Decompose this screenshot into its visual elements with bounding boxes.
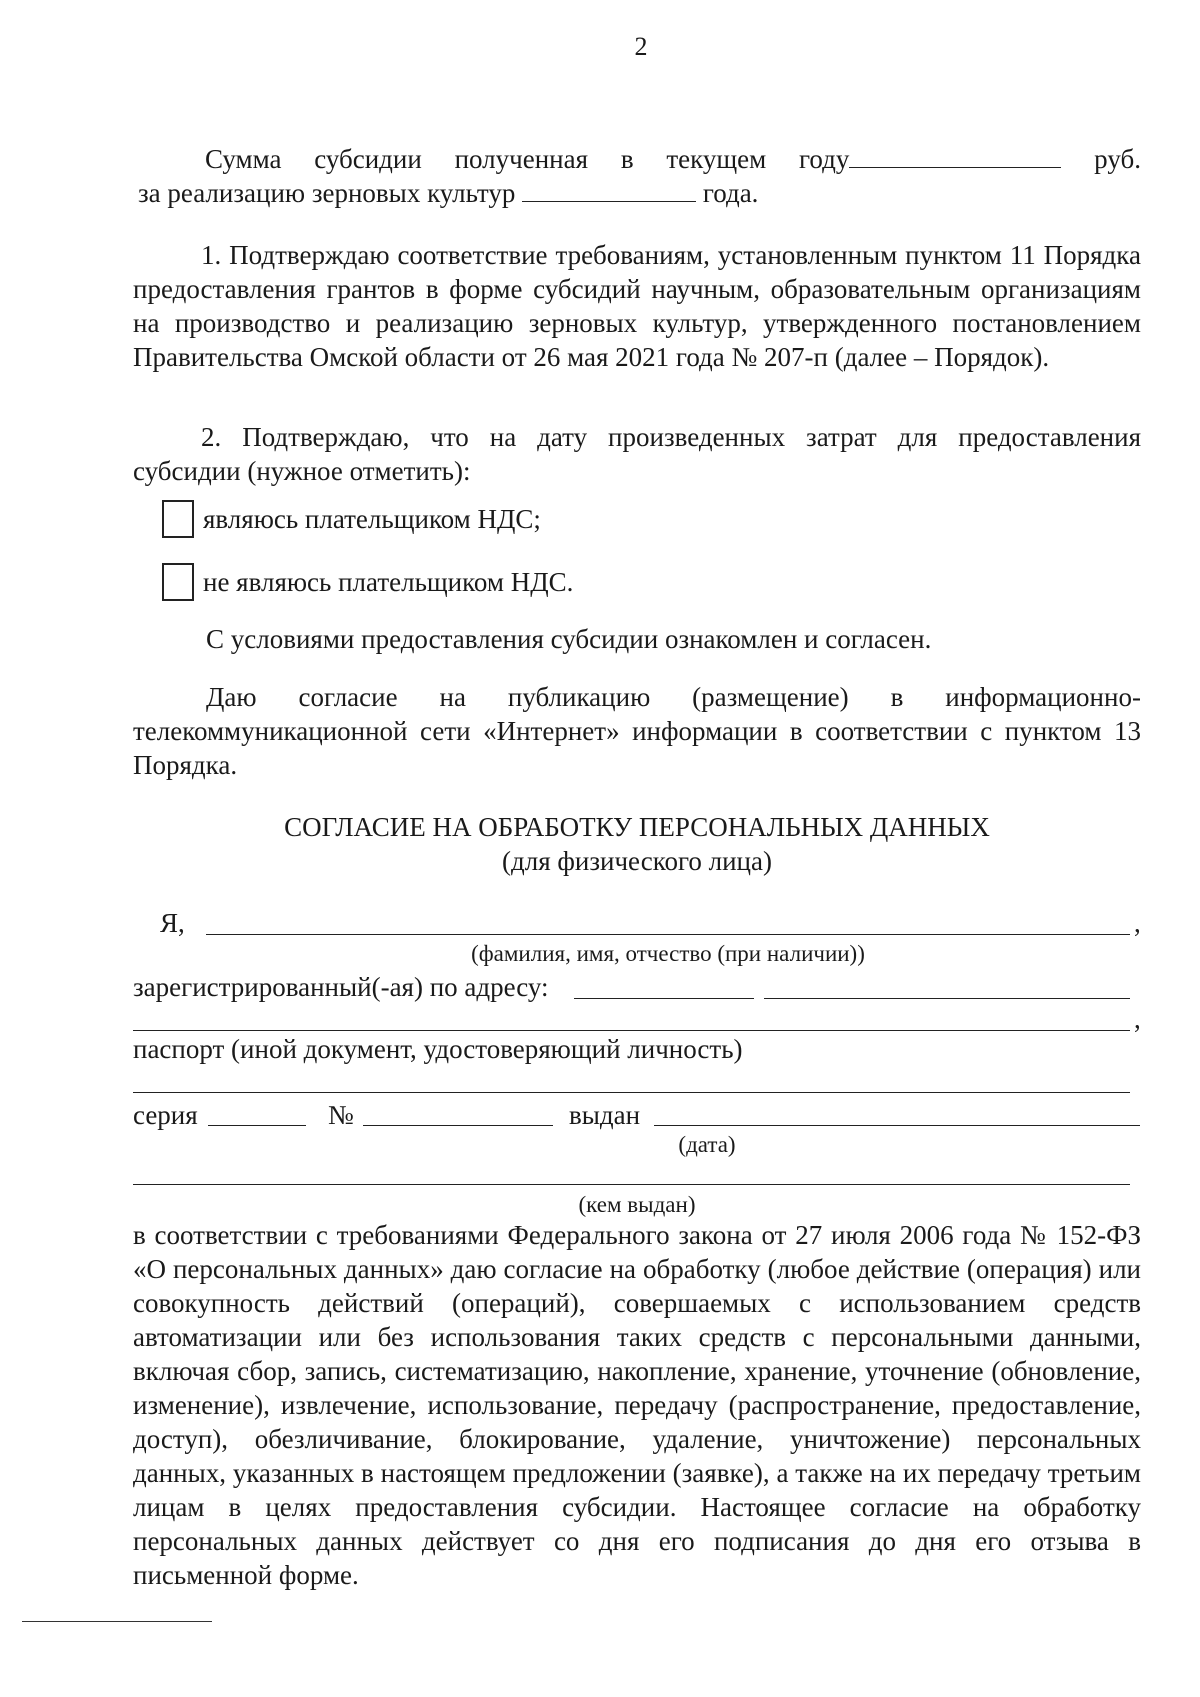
vat-payer-checkbox[interactable] <box>162 500 194 538</box>
subsidy-year-group <box>799 142 1061 176</box>
pub-word-2: согласие <box>298 682 398 712</box>
fio-comma: , <box>1134 908 1141 938</box>
fio-hint: (фамилия, имя, отчество (при наличии)) <box>471 941 865 966</box>
subsidy-word-3: полученная <box>454 144 589 174</box>
year-label: года. <box>702 178 759 208</box>
issued-date-blank[interactable] <box>654 1125 1140 1126</box>
ya-label: Я, <box>160 908 185 938</box>
date-hint: (дата) <box>678 1132 736 1157</box>
footnote-separator <box>22 1621 212 1622</box>
subsidy-amount-blank[interactable] <box>849 143 1061 168</box>
not-vat-payer-checkbox[interactable] <box>162 563 194 601</box>
paragraph-1: 1. Подтверждаю соответствие требованиям, установленным пунктом 11 Порядка предоставления грантов в форме субсидий научным, образовательным организациям на производство и реализацию зерновых культур, утвержденного постановлением Правительства Омской области от 26 мая 2021 года № 207-п (далее – Порядок). <box>133 240 1141 372</box>
registered-label: зарегистрированный(-ая) по адресу: <box>133 972 549 1002</box>
subsidy-word-2: субсидии <box>314 144 422 174</box>
agree-conditions: С условиями предоставления субсидии ознакомлен и согласен. <box>206 624 932 654</box>
number-label: № <box>328 1100 354 1130</box>
grain-year-blank[interactable] <box>522 177 696 202</box>
passport-label: паспорт (иной документ, удостоверяющий личность) <box>133 1034 743 1064</box>
pub-word-3: на <box>439 682 466 712</box>
series-blank[interactable] <box>208 1125 306 1126</box>
issued-label: выдан <box>569 1100 641 1130</box>
subsidy-year-word: году <box>799 144 850 174</box>
page-number: 2 <box>634 32 648 61</box>
passport-blank[interactable] <box>133 1092 1130 1093</box>
address-blank-2[interactable] <box>764 998 1130 999</box>
issuer-hint: (кем выдан) <box>578 1192 696 1217</box>
grain-label: за реализацию зерновых культур <box>138 178 516 208</box>
vat-payer-label: являюсь плательщиком НДС; <box>203 504 541 534</box>
subsidy-word-1: Сумма <box>205 144 282 174</box>
publication-line-1 <box>206 680 1141 714</box>
paragraph-2: 2. Подтверждаю, что на дату произведенных затрат для предоставления субсидии (нужное отметить): <box>133 422 1141 486</box>
pub-word-7: информационно- <box>945 682 1141 712</box>
subsidy-amount-line <box>205 142 1141 176</box>
currency-label: руб. <box>1094 144 1141 174</box>
pub-word-5: (размещение) <box>692 682 849 712</box>
option-not-vat-payer[interactable] <box>162 563 573 601</box>
issuer-blank[interactable] <box>133 1184 1130 1185</box>
consent-body: в соответствии с требованиями Федерального закона от 27 июля 2006 года № 152-ФЗ «О персональных данных» даю согласие на обработку (любое действие (операция) или совокупность действий (операций), совершаемых с использованием средств автоматизации или без использования таких средств с персональными данными, включая сбор, запись, систематизацию, накопление, хранение, уточнение (обновление, изменение), извлечение, использование, передачу (распространение, предоставление, доступ), обезличивание, блокирование, удаление, уничтожение) персональных данных, указанных в настоящем предложении (заявке), а также на их передачу третьим лицам в целях предоставления субсидии. Настоящее согласие на обработку персональных данных действует со дня его подписания до дня его отзыва в письменной форме. <box>133 1220 1141 1590</box>
number-blank[interactable] <box>363 1125 553 1126</box>
option-vat-payer[interactable] <box>162 500 541 538</box>
consent-subtitle: (для физического лица) <box>502 846 772 876</box>
pub-word-6: в <box>890 682 904 712</box>
pub-word-1: Даю <box>206 682 257 712</box>
pub-word-4: публикацию <box>507 682 651 712</box>
subsidy-word-4: в <box>620 144 634 174</box>
subsidy-word-5: текущем <box>666 144 767 174</box>
publication-rest: телекоммуникационной сети «Интернет» информации в соответствии с пунктом 13 Порядка. <box>133 716 1141 780</box>
address-comma: , <box>1134 1004 1141 1034</box>
address-blank-3[interactable] <box>133 1030 1130 1031</box>
series-label: серия <box>133 1100 198 1130</box>
fio-blank[interactable] <box>206 934 1130 935</box>
subsidy-grain-line <box>138 176 758 210</box>
address-blank-1[interactable] <box>574 998 754 999</box>
consent-title: СОГЛАСИЕ НА ОБРАБОТКУ ПЕРСОНАЛЬНЫХ ДАННЫХ <box>284 812 990 842</box>
not-vat-payer-label: не являюсь плательщиком НДС. <box>203 567 574 597</box>
